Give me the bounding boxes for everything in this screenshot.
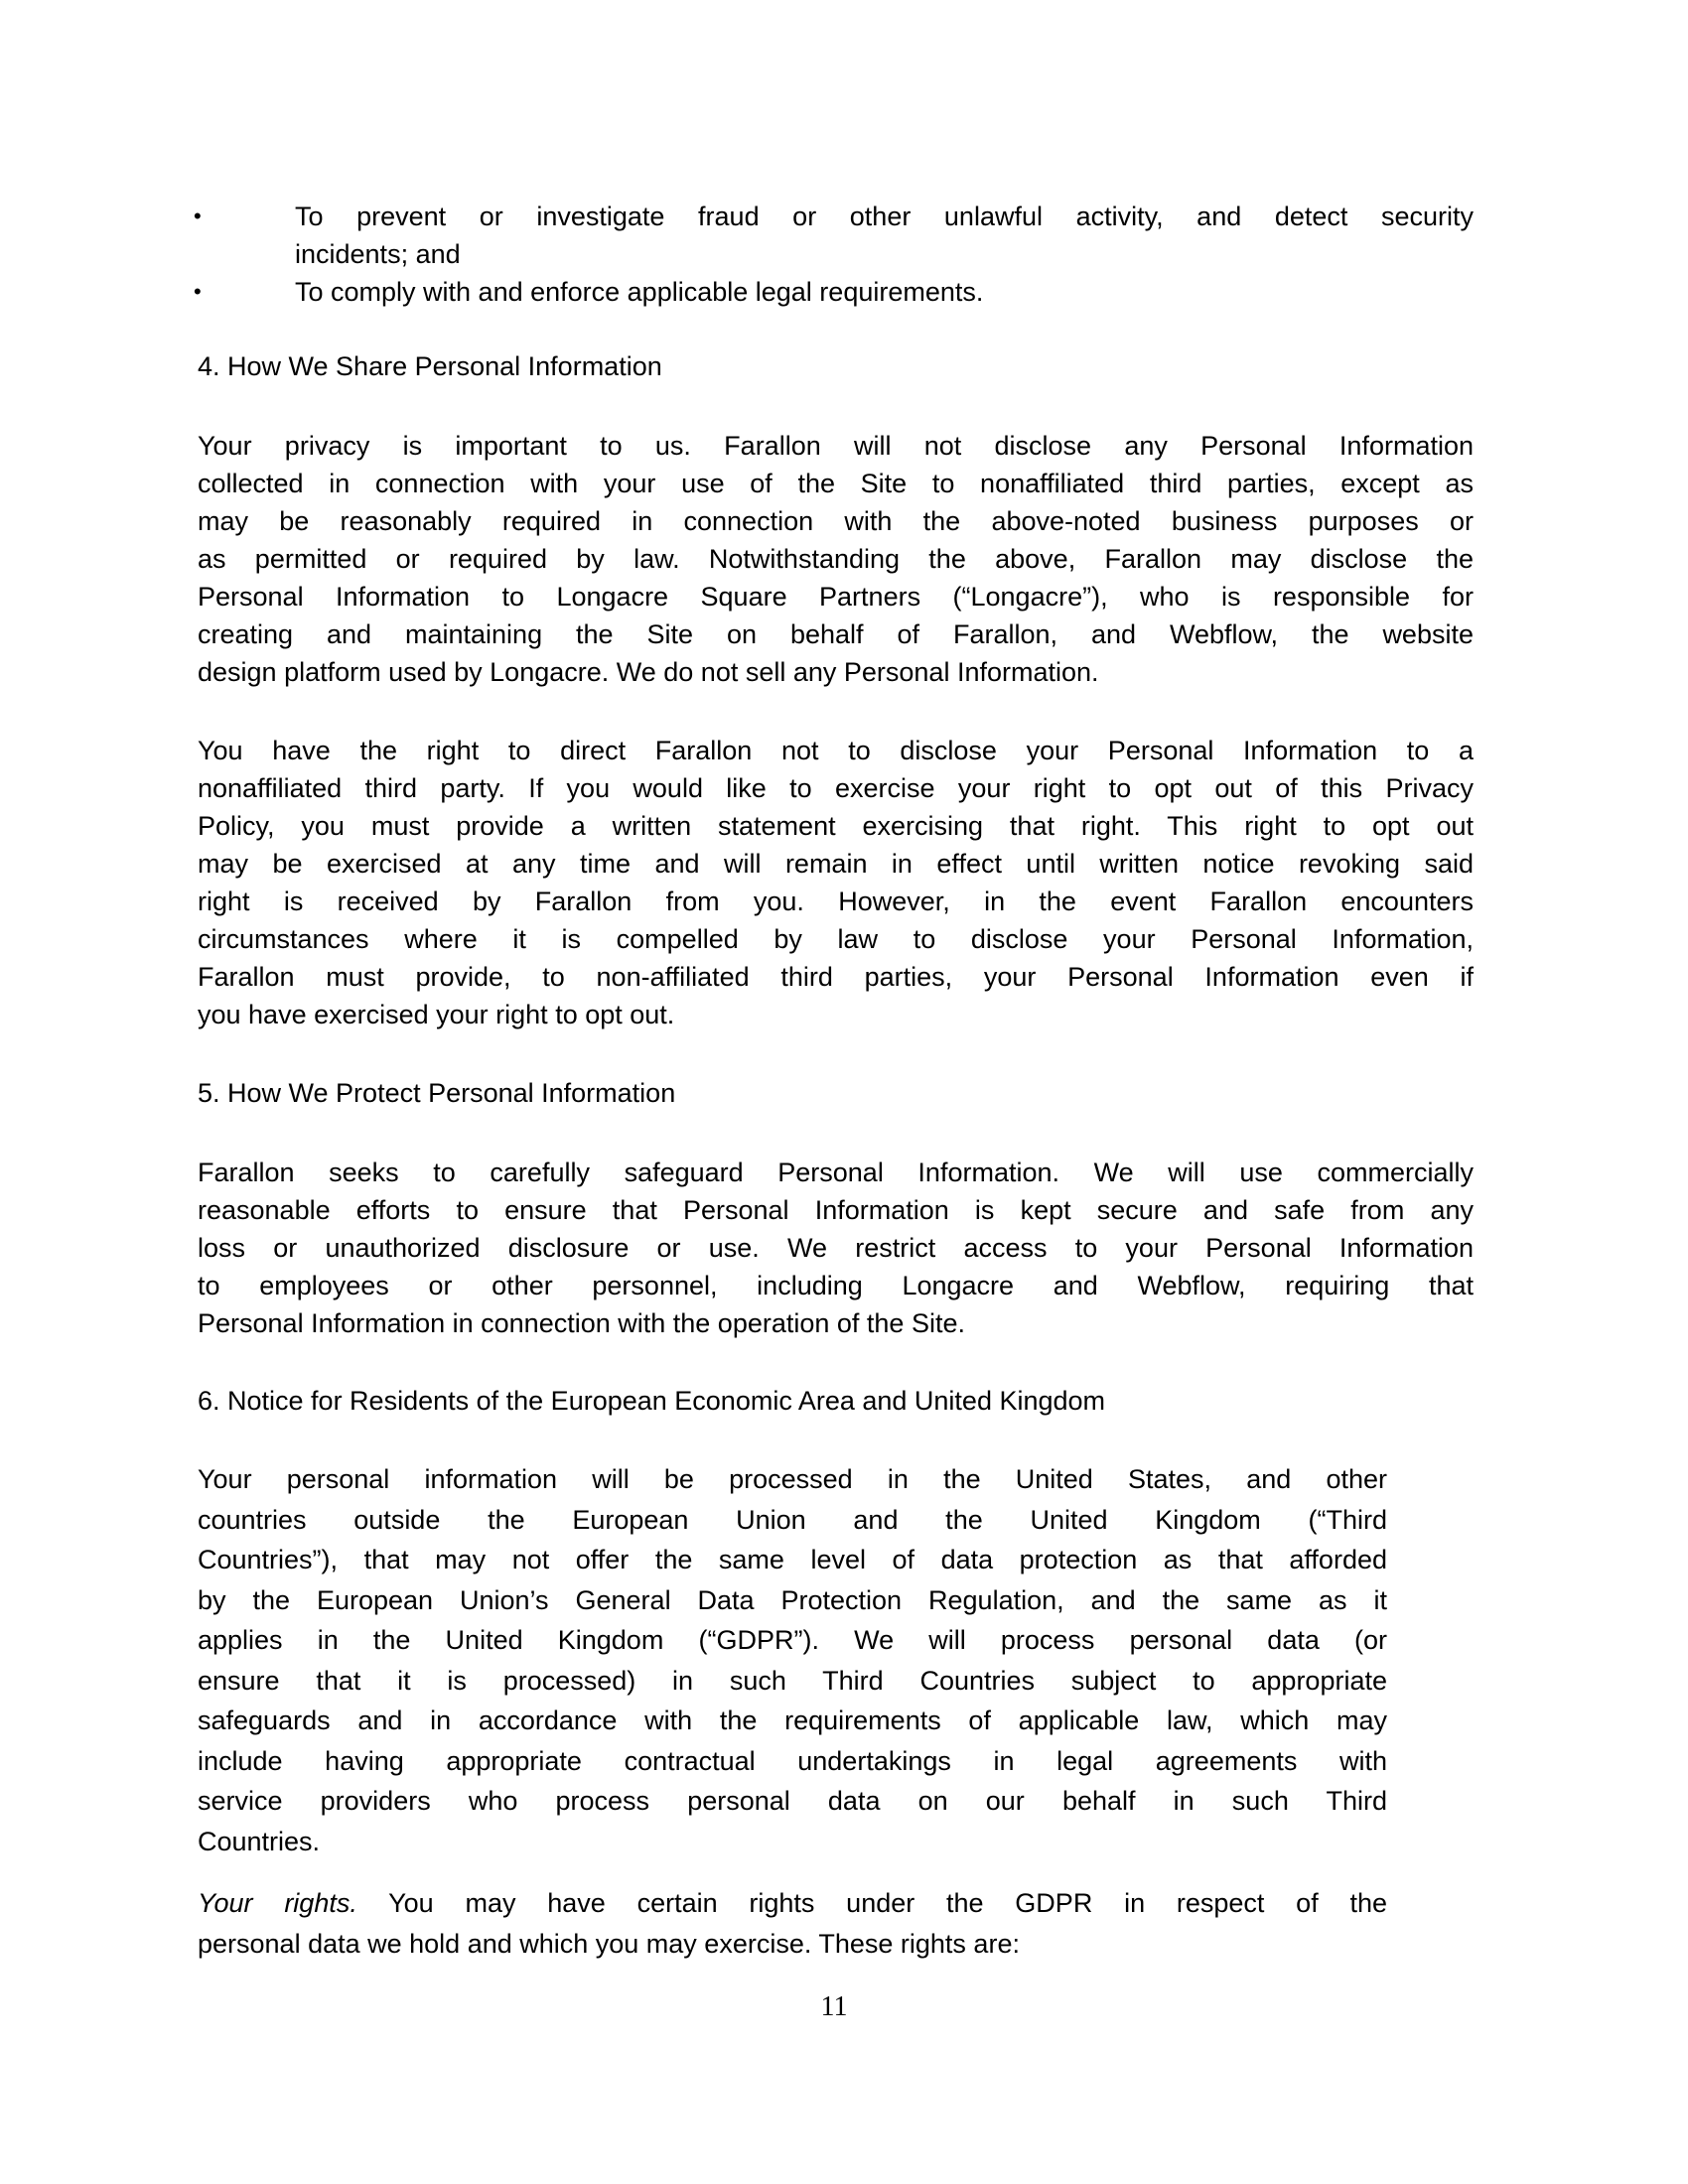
text-line: countries outside the European Union and the United Kingdom (“Third	[198, 1504, 1387, 1535]
text-line: ensure that it is processed) in such Third Countries subject to appropriate	[198, 1665, 1387, 1696]
text-line: Personal Information to Longacre Square Partners (“Longacre”), who is responsible for	[198, 582, 1474, 612]
bullet-icon: •	[194, 204, 202, 228]
section-5-paragraph-1	[198, 1154, 1474, 1342]
text-line: Your personal information will be processed in the United States, and other	[198, 1464, 1387, 1494]
text-line: include having appropriate contractual undertakings in legal agreements with	[198, 1745, 1387, 1776]
text-line: Farallon must provide, to non-affiliated third parties, your Personal Information even if	[198, 962, 1474, 992]
text-line: You have the right to direct Farallon not to disclose your Personal Information to a	[198, 736, 1474, 765]
section-6-heading: 6. Notice for Residents of the European Economic Area and United Kingdom	[198, 1386, 1106, 1416]
page-number: 11	[820, 1991, 848, 2022]
text-line: To comply with and enforce applicable legal requirements.	[295, 277, 984, 307]
text-line: personal data we hold and which you may exercise. These rights are:	[198, 1928, 1020, 1959]
text-line: Countries”), that may not offer the same level of data protection as that afforded	[198, 1545, 1387, 1574]
text-line: creating and maintaining the Site on behalf of Farallon, and Webflow, the website	[198, 619, 1474, 649]
text-line: as permitted or required by law. Notwithstanding the above, Farallon may disclose the	[198, 544, 1474, 574]
section-5-heading: 5. How We Protect Personal Information	[198, 1078, 676, 1108]
text-line: you have exercised your right to opt out.	[198, 1000, 675, 1029]
text-line: Personal Information in connection with the operation of the Site.	[198, 1308, 965, 1338]
text-line: Your privacy is important to us. Farallon will not disclose any Personal Information	[198, 431, 1474, 461]
text-line: Farallon seeks to carefully safeguard Personal Information. We will use commercially	[198, 1158, 1474, 1187]
text-line: may be exercised at any time and will remain in effect until written notice revoking said	[198, 849, 1474, 879]
section-6-paragraph-1	[198, 1459, 1387, 1861]
text-line: applies in the United Kingdom (“GDPR”). We will process personal data (or	[198, 1625, 1387, 1655]
text-line: You may have certain rights under the GDPR in respect of the	[388, 1888, 1388, 1918]
section-4-paragraph-2	[198, 732, 1474, 1033]
text-line: may be reasonably required in connection with the above-noted business purposes or	[198, 506, 1474, 536]
text-line: incidents; and	[295, 239, 461, 269]
text-line: reasonable efforts to ensure that Personal Information is kept secure and safe from any	[198, 1195, 1474, 1225]
text-line: right is received by Farallon from you. However, in the event Farallon encounters	[198, 887, 1474, 916]
bullet-icon: •	[194, 279, 202, 304]
text-line: Policy, you must provide a written statement exercising that right. This right to opt out	[198, 811, 1474, 841]
section-4-paragraph-1	[198, 427, 1474, 691]
text-line: Countries.	[198, 1826, 321, 1856]
text-line: design platform used by Longacre. We do not sell any Personal Information.	[198, 657, 1099, 687]
section-4-heading: 4. How We Share Personal Information	[198, 351, 662, 381]
text-line: by the European Union’s General Data Protection Regulation, and the same as it	[198, 1584, 1387, 1615]
text-line: circumstances where it is compelled by law to disclose your Personal Information,	[198, 924, 1474, 954]
text-line: loss or unauthorized disclosure or use. We restrict access to your Personal Information	[198, 1233, 1474, 1263]
bullet-item-fraud	[194, 198, 1474, 273]
text-line: To prevent or investigate fraud or other unlawful activity, and detect security	[295, 202, 1474, 231]
text-line: safeguards and in accordance with the requirements of applicable law, which may	[198, 1706, 1387, 1735]
text-line: collected in connection with your use of the Site to nonaffiliated third parties, except as	[198, 469, 1474, 498]
section-6-rights-paragraph	[198, 1883, 1387, 1964]
text-line: nonaffiliated third party. If you would like to exercise your right to opt out of this Privacy	[198, 773, 1474, 803]
text-line: service providers who process personal data on our behalf in such Third	[198, 1786, 1387, 1816]
text-line: to employees or other personnel, including Longacre and Webflow, requiring that	[198, 1271, 1474, 1300]
bullet-item-comply	[194, 273, 1474, 311]
rights-label: Your rights.	[198, 1888, 357, 1918]
